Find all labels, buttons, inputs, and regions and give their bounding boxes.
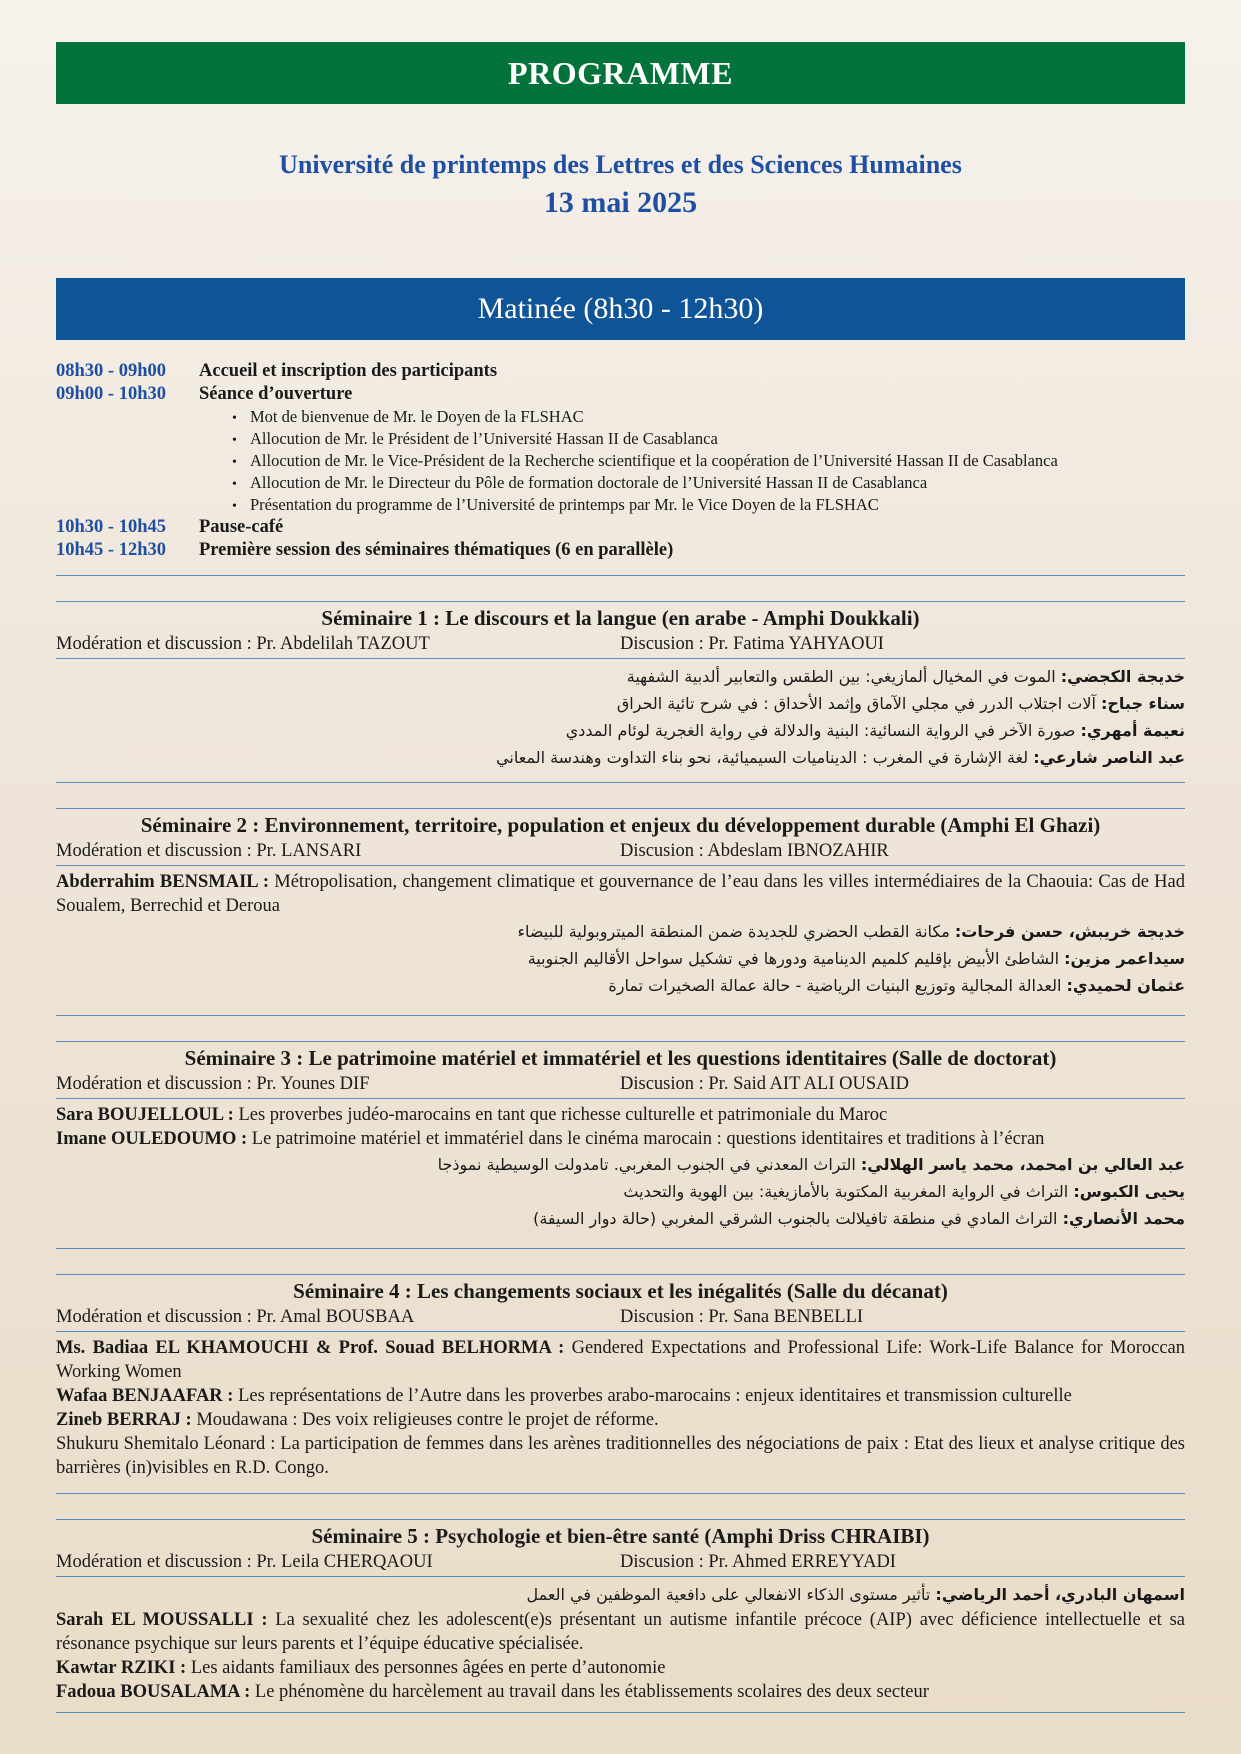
speaker: Fadoua BOUSALAMA : — [56, 1682, 251, 1702]
talk-title: التراث في الرواية المغربية المكتوبة بالأمازيغية: بين الهوية والتحديث — [623, 1182, 1074, 1201]
event-date: 13 mai 2025 — [543, 186, 698, 219]
talk-title: La sexualité chez les adolescent(e)s présentant un autisme infantile précoce (AIP) avec déficience intellectuelle et sa résonance psychique sur leurs parents et l’équipe éducative spécialisée. — [56, 1610, 1185, 1654]
talk-item — [56, 918, 1185, 945]
talk-title: التراث المعدني في الجنوب المغربي. تامدولت الوسيطية نموذجا — [437, 1155, 861, 1174]
speaker: خديجة الكجضي: — [1060, 667, 1185, 686]
schedule-time: 10h45 - 12h30 — [56, 540, 166, 560]
discussant: Discusion : Pr. Said AIT ALI OUSAID — [620, 1074, 909, 1094]
speaker: Ms. Badiaa EL KHAMOUCHI & Prof. Souad BELHORMA : — [56, 1338, 565, 1358]
speaker: عثمان لحميدي: — [1066, 976, 1185, 995]
discussant: Discusion : Abdeslam IBNOZAHIR — [620, 841, 889, 861]
programme-banner: PROGRAMME — [56, 42, 1185, 104]
talk-item — [56, 690, 1185, 717]
talk-title: Moudawana : Des voix religieuses contre le projet de réforme. — [191, 1410, 659, 1430]
talk-item — [56, 945, 1185, 972]
list-item: • Présentation du programme de l’Université de printemps par Mr. le Vice Doyen de la FLSHAC — [232, 494, 1185, 516]
seminar-5 — [56, 1522, 1185, 1704]
seminar-title: Séminaire 4 : Les changements sociaux et les inégalités (Salle du décanat) — [293, 1279, 948, 1303]
seminar-1 — [56, 604, 1185, 771]
speaker: محمد الأنصاري: — [1062, 1209, 1185, 1228]
talk-title: Les représentations de l’Autre dans les proverbes arabo-marocains : enjeux identitaires et transmission culturelle — [233, 1386, 1072, 1406]
speaker: Sarah EL MOUSSALLI : — [56, 1610, 268, 1630]
discussant: Discusion : Pr. Fatima YAHYAOUI — [620, 634, 884, 654]
divider — [56, 1712, 1185, 1713]
schedule-label: Pause-café — [199, 517, 284, 537]
schedule-time: 09h00 - 10h30 — [56, 384, 166, 404]
seminar-moderators — [56, 1305, 1185, 1329]
moderation: Modération et discussion : Pr. LANSARI — [56, 841, 362, 861]
opening-items — [56, 406, 1185, 516]
speaker: سيداعمر مزين: — [1064, 949, 1185, 968]
talk-list — [56, 1577, 1185, 1704]
talk-list — [56, 866, 1185, 999]
event-title: Université de printemps des Lettres et des Sciences Humaines — [279, 150, 962, 179]
moderation: Modération et discussion : Pr. Leila CHERQAOUI — [56, 1552, 433, 1572]
talk-title: Shukuru Shemitalo Léonard : La participation de femmes dans les arènes traditionnelles des négociations de paix : Etat des lieux et analyse critique des barrières (in)visibles en R.D. Congo. — [56, 1434, 1185, 1478]
talk-title: Le patrimoine matériel et immatériel dans le cinéma marocain : questions identitaires et traditions à l’écran — [247, 1129, 1045, 1149]
talk-list — [56, 659, 1185, 771]
moderation: Modération et discussion : Pr. Amal BOUSBAA — [56, 1307, 415, 1327]
seminar-moderators — [56, 839, 1185, 863]
talk-item — [56, 663, 1185, 690]
speaker: خديجة خريبش، حسن فرحات: — [954, 922, 1185, 941]
seminar-title: Séminaire 5 : Psychologie et bien-être santé (Amphi Driss CHRAIBI) — [311, 1524, 930, 1548]
talk-item — [56, 1581, 1185, 1608]
schedule-label: Première session des séminaires thématiques (6 en parallèle) — [199, 540, 674, 560]
speaker: نعيمة أمهري: — [1080, 721, 1185, 740]
schedule-time: 10h30 - 10h45 — [56, 517, 166, 537]
talk-title: Gendered Expectations and Professional Life: Work-Life Balance for Moroccan Working Women — [56, 1338, 1186, 1382]
moderation: Modération et discussion : Pr. Abdelilah TAZOUT — [56, 634, 430, 654]
divider — [56, 1493, 1185, 1494]
discussant: Discusion : Pr. Ahmed ERREYYADI — [620, 1552, 896, 1572]
talk-title: Les aidants familiaux des personnes âgées en perte d’autonomie — [186, 1658, 666, 1678]
speaker: Sara BOUJELLOUL : — [56, 1105, 234, 1125]
seminar-moderators — [56, 1550, 1185, 1574]
talk-item — [56, 1432, 1185, 1480]
talk-item — [56, 972, 1185, 999]
speaker: عبد العالي بن امحمد، محمد ياسر الهلالي: — [860, 1155, 1185, 1174]
schedule-label: Accueil et inscription des participants — [199, 361, 498, 381]
divider — [56, 1519, 1185, 1520]
divider — [56, 1041, 1185, 1042]
list-item: • Allocution de Mr. le Président de l’Université Hassan II de Casablanca — [232, 428, 1185, 450]
talk-title: مكانة القطب الحضري للجديدة ضمن المنطقة الميتروبولية للبيضاء — [517, 922, 955, 941]
talk-item — [56, 1178, 1185, 1205]
speaker: Wafaa BENJAAFAR : — [56, 1386, 234, 1406]
talk-item — [56, 1608, 1185, 1656]
talk-title: Le phénomène du harcèlement au travail dans les établissements scolaires des deux secteur — [250, 1682, 929, 1702]
talk-item — [56, 1103, 1185, 1127]
schedule-label: Séance d’ouverture — [199, 384, 353, 404]
discussant: Discusion : Pr. Sana BENBELLI — [620, 1307, 864, 1327]
talk-title: تأثير مستوى الذكاء الانفعالي على دافعية الموظفين في العمل — [526, 1585, 936, 1604]
moderation: Modération et discussion : Pr. Younes DIF — [56, 1074, 370, 1094]
talk-title: العدالة المجالية وتوزيع البنيات الرياضية - حالة عمالة الصخيرات تمارة — [608, 976, 1067, 995]
talk-title: لغة الإشارة في المغرب : الديناميات السيميائية، نحو بناء التداوت وهندسة المعاني — [496, 748, 1034, 767]
divider — [56, 1248, 1185, 1249]
seminar-2 — [56, 811, 1185, 999]
talk-title: الشاطئ الأبيض بإقليم كلميم الدينامية ودورها في تشكيل سواحل الأقاليم الجنوبية — [527, 949, 1065, 968]
list-item: • Allocution de Mr. le Directeur du Pôle de formation doctorale de l’Université Hassan II de Casablanca — [232, 472, 1185, 494]
talk-item — [56, 744, 1185, 771]
speaker: عبد الناصر شارعي: — [1033, 748, 1185, 767]
speaker: Abderrahim BENSMAIL : — [56, 872, 270, 892]
talk-item — [56, 717, 1185, 744]
schedule-row — [56, 383, 1185, 406]
talk-item — [56, 1680, 1185, 1704]
talk-list — [56, 1332, 1185, 1480]
speaker: Zineb BERRAJ : — [56, 1410, 192, 1430]
talk-item — [56, 1656, 1185, 1680]
speaker: سناء جباح: — [1100, 694, 1185, 713]
talk-list — [56, 1099, 1185, 1232]
talk-title: الموت في المخيال ألمازيغي: بين الطقس والتعابير ألدبية الشفهية — [626, 667, 1061, 686]
seminar-moderators — [56, 1072, 1185, 1096]
seminar-title: Séminaire 2 : Environnement, territoire, population et enjeux du développement durable (Amphi El Ghazi) — [140, 813, 1101, 837]
divider — [56, 1274, 1185, 1275]
schedule-row — [56, 360, 1185, 383]
schedule — [56, 360, 1185, 562]
talk-item — [56, 1127, 1185, 1151]
talk-title: Les proverbes judéo-marocains en tant que richesse culturelle et patrimoniale du Maroc — [233, 1105, 888, 1125]
talk-item — [56, 1384, 1185, 1408]
divider — [56, 782, 1185, 783]
speaker: Kawtar RZIKI : — [56, 1658, 187, 1678]
divider — [56, 808, 1185, 809]
seminar-moderators — [56, 632, 1185, 656]
talk-item — [56, 1408, 1185, 1432]
speaker: Imane OULEDOUMO : — [56, 1129, 248, 1149]
schedule-time: 08h30 - 09h00 — [56, 361, 166, 381]
talk-item — [56, 1151, 1185, 1178]
seminar-title: Séminaire 1 : Le discours et la langue (en arabe - Amphi Doukkali) — [321, 606, 920, 630]
talk-title: صورة الآخر في الرواية النسائية: البنية والدلالة في رواية الغجرية لوئام المددي — [565, 721, 1081, 740]
talk-title: آلات اجتلاب الدرر في مجلي الآماق وإثمد الأحداق : في شرح تائية الحراق — [616, 694, 1101, 713]
talk-title: Métropolisation, changement climatique et gouvernance de l’eau dans les villes intermédiaires de la Chaouia: Cas de Had Soualem, Berrechid et Deroua — [56, 872, 1185, 916]
speaker: اسمهان البادري، أحمد الرياضي: — [935, 1585, 1185, 1604]
schedule-row — [56, 516, 1185, 539]
divider — [56, 1015, 1185, 1016]
divider — [56, 575, 1185, 576]
talk-item — [56, 870, 1185, 918]
seminar-title: Séminaire 3 : Le patrimoine matériel et immatériel et les questions identitaires (Salle de doctorat) — [184, 1046, 1057, 1070]
talk-item — [56, 1205, 1185, 1232]
speaker: يحيى الكبوس: — [1073, 1182, 1185, 1201]
talk-item — [56, 1336, 1185, 1384]
list-item: • Mot de bienvenue de Mr. le Doyen de la FLSHAC — [232, 406, 1185, 428]
schedule-row — [56, 539, 1185, 562]
session-banner: Matinée (8h30 - 12h30) — [56, 278, 1185, 340]
seminar-3 — [56, 1044, 1185, 1232]
list-item: • Allocution de Mr. le Vice-Président de la Recherche scientifique et la coopération de l’Université Hassan II de Casablanca — [232, 450, 1185, 472]
divider — [56, 601, 1185, 602]
seminar-4 — [56, 1277, 1185, 1480]
talk-title: التراث المادي في منطقة تافيلالت بالجنوب الشرقي المغربي (حالة دوار السيفة) — [533, 1209, 1063, 1228]
